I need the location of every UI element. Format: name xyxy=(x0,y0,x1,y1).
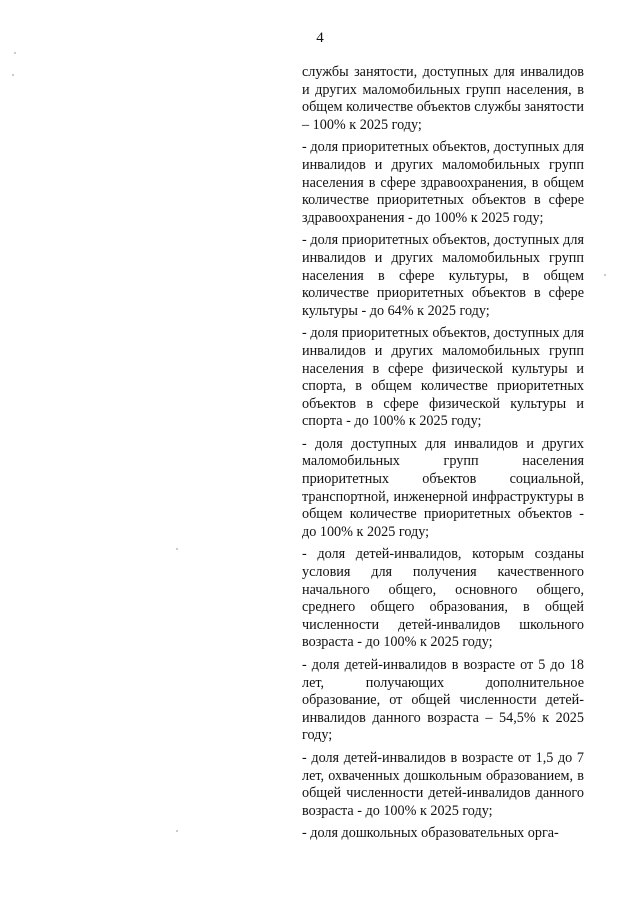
scan-speck xyxy=(176,830,178,832)
paragraph-school-education: - доля детей-инвалидов, которым созданы условия для получения качественного начального общего, основного общего, среднего общего образования, в общей численности детей-инвалидов школьного возраста - до 100% к 2025 году; xyxy=(302,546,584,651)
paragraph-additional-education: - доля детей-инвалидов в возрасте от 5 до 18 лет, получающих дополнительное образование, от общей численности детей-инвалидов данного возраста – 54,5% к 2025 году; xyxy=(302,657,584,744)
document-text-column xyxy=(302,64,584,848)
scan-speck xyxy=(176,548,178,550)
scan-speck xyxy=(14,52,16,54)
paragraph-employment-service: службы занятости, доступных для инвалидов и других маломобильных групп населения, в общем количестве объектов службы занятости – 100% к 2025 году; xyxy=(302,64,584,133)
paragraph-infrastructure: - доля доступных для инвалидов и других маломобильных групп населения приоритетных объектов социальной, транспортной, инженерной инфраструктуры в общем количестве приоритетных объектов - до 100% к 2025 году; xyxy=(302,435,584,540)
paragraph-healthcare: - доля приоритетных объектов, доступных для инвалидов и других маломобильных групп населения в сфере здравоохранения, в общем количестве приоритетных объектов в сфере здравоохранения - до 100% к 2025 году; xyxy=(302,139,584,226)
page-number: 4 xyxy=(316,30,324,46)
scan-speck xyxy=(604,274,606,276)
paragraph-preschool-education: - доля детей-инвалидов в возрасте от 1,5 до 7 лет, охваченных дошкольным образованием, в общей численности детей-инвалидов данного возраста - до 100% к 2025 году; xyxy=(302,749,584,819)
paragraph-sport: - доля приоритетных объектов, доступных для инвалидов и других маломобильных групп населения в сфере физической культуры и спорта, в общем количестве приоритетных объектов в сфере физической культуры и спорта - до 100% к 2025 году; xyxy=(302,325,584,430)
paragraph-culture: - доля приоритетных объектов, доступных для инвалидов и других маломобильных групп населения в сфере культуры, в общем количестве приоритетных объектов в сфере культуры - до 64% к 2025 году; xyxy=(302,232,584,319)
scan-speck xyxy=(12,74,14,76)
paragraph-preschool-organizations: - доля дошкольных образовательных орга- xyxy=(302,825,559,842)
